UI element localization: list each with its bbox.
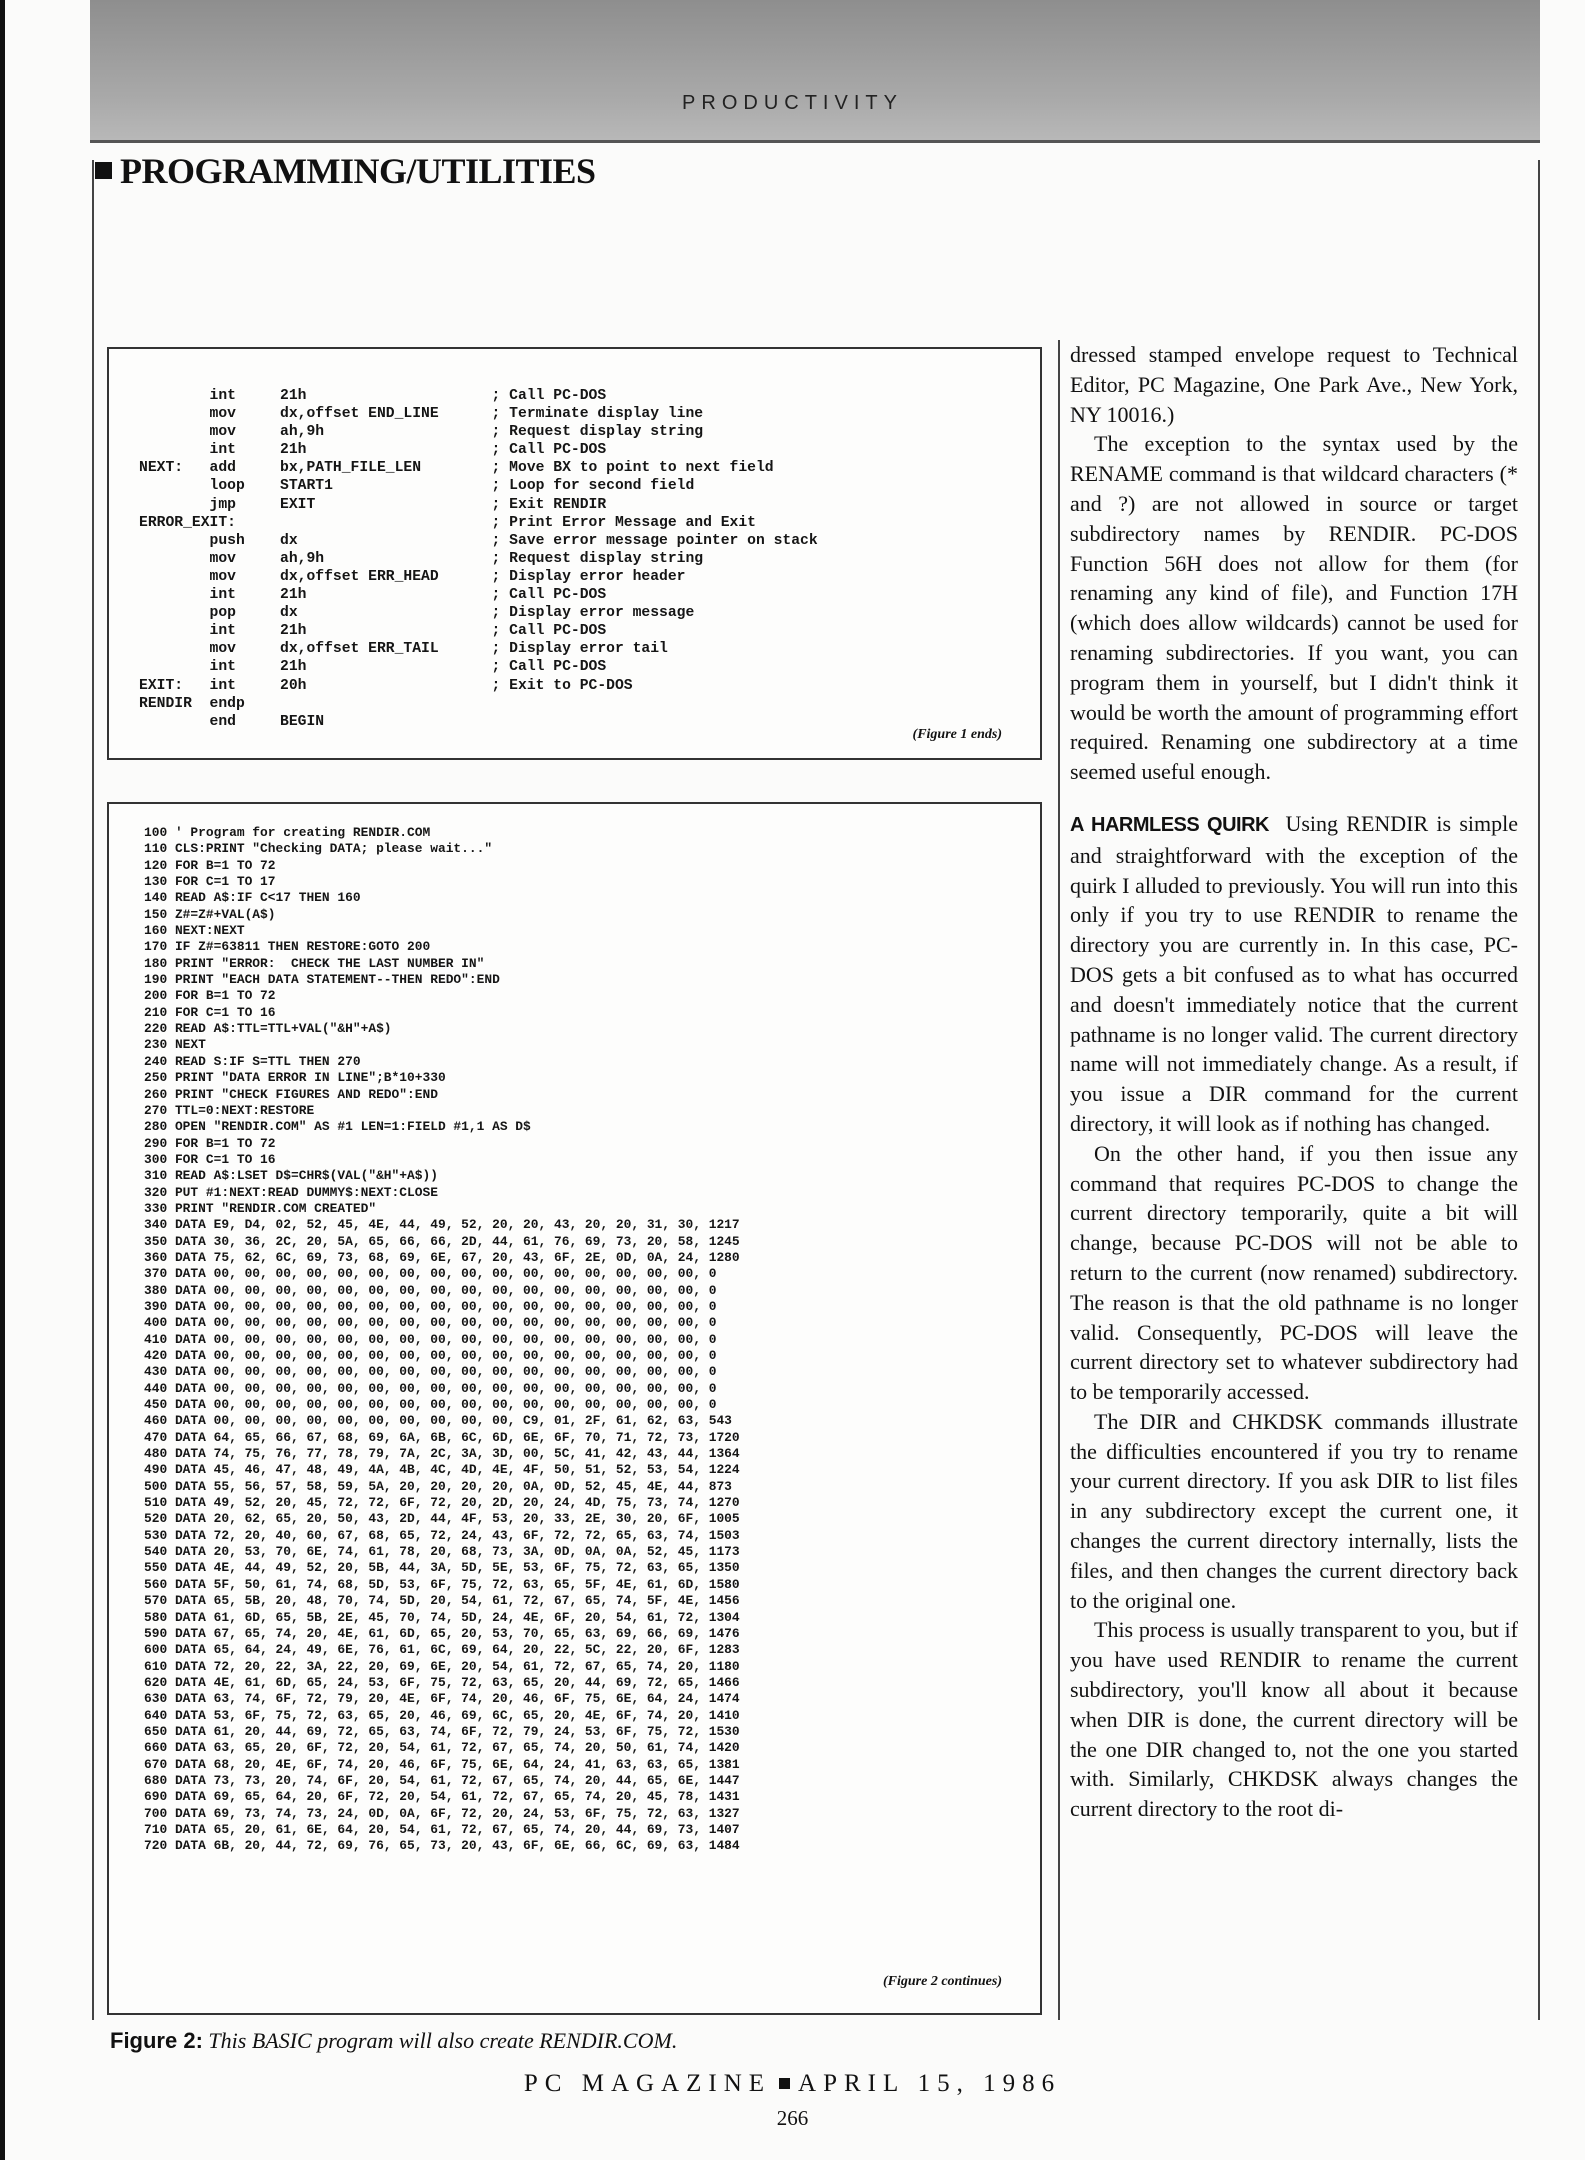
figure2-caption: [110, 2028, 677, 2054]
paragraph: The DIR and CHKDSK commands illustrate the difficulties encountered if you try to rename your current directory. If you ask DIR to list files in any subdirectory except the current one, it changes the current directory internally, lists the files, and then changes the current directory back to the original one.: [1070, 1408, 1518, 1613]
caption-text: This BASIC program will also create RENDIR.COM.: [208, 2028, 678, 2053]
figure2-box: [107, 802, 1042, 2015]
paragraph-text: Using RENDIR is simple and straightforward with the exception of the quirk I alluded to previously. You will run into this only if you try to use RENDIR to rename the directory you are currently in. In this case, PC-DOS gets a bit confused as to what has occurred and doesn't immediately notice that the current pathname is no longer valid. The current directory name will not immediately change. As a result, if you issue a DIR command for the current directory, it will look as if nothing has changed.: [1070, 810, 1519, 1136]
footer-magazine: PC MAGAZINE: [523, 2070, 772, 2097]
footer-date: APRIL 15, 1986: [798, 2070, 1062, 2097]
section-title: [95, 150, 596, 192]
figure1-code: int 21h ; Call PC-DOS mov dx,offset END_LINE ; Terminate display line mov ah,9h ; Request display string int 21h ; Call PC-DOS NEXT: add bx,PATH_FILE_LEN ; Move BX to point to next field loop START1 ; Loop for second field jmp EXIT ; Exit RENDIR ERROR_EXIT: ; Print Error Message and Exit push dx ; Save error message pointer on stack mov ah,9h ; Request display string mov dx,offset ERR_HEAD ; Display error header int 21h ; Call PC-DOS pop dx ; Display error message int 21h ; Call PC-DOS mov dx,offset ERR_TAIL ; Display error tail int 21h ; Call PC-DOS EXIT: int 20h ; Exit to PC-DOS RENDIR endp end BEGIN: [139, 388, 818, 730]
bullet-square-icon: [95, 162, 112, 179]
header-band: [90, 0, 1540, 140]
middle-column-rule: [1058, 340, 1060, 2020]
page-number: 266: [776, 2106, 809, 2130]
right-column-rule: [1538, 160, 1540, 2020]
page-footer: [0, 2070, 1585, 2098]
section-kicker: PRODUCTIVITY: [682, 92, 903, 114]
left-column-rule: [92, 160, 94, 2020]
paragraph: This process is usually transparent to you, but if you have used RENDIR to rename the current subdirectory, you'll know all about it because when DIR is done, the current directory will be the one DIR changed to, not the one you started with. Similarly, CHKDSK always changes the current directory to the root di-: [1070, 1617, 1518, 1822]
article-body: [1070, 340, 1518, 1824]
paragraph: On the other hand, if you then issue any command that requires PC-DOS to change the current directory temporarily, quite a bit will change, because PC-DOS will not be able to return to the current (now renamed) subdirectory. The reason is that the old pathname is no longer valid. Consequently, PC-DOS will leave the current directory set to whatever subdirectory had to be temporarily accessed.: [1070, 1140, 1518, 1405]
paragraph: dressed stamped envelope request to Technical Editor, PC Magazine, One Park Ave., New York, NY 10016.): [1070, 342, 1518, 427]
scan-edge: [0, 0, 5, 2160]
paragraph: The exception to the syntax used by the RENAME command is that wildcard characters (* and ?) are not allowed in source or target subdirectory names by RENDIR. PC-DOS Function 56H does not allow for them (for renaming any kind of file), and Function 17H (which does allow wildcards) cannot be used for renaming subdirectories. If you want, you can program them in yourself, but I didn't think it would be worth the amount of programming effort required. Renaming one subdirectory at a time seemed useful enough.: [1070, 431, 1518, 785]
section-title-text: PROGRAMMING/UTILITIES: [120, 151, 596, 191]
figure2-code: 100 ' Program for creating RENDIR.COM 110 CLS:PRINT "Checking DATA; please wait..." 120 FOR B=1 TO 72 130 FOR C=1 TO 17 140 READ A$:IF C<17 THEN 160 150 Z#=Z#+VAL(A$) 160 NEXT:NEXT 170 IF Z#=63811 THEN RESTORE:GOTO 200 180 PRINT "ERROR: CHECK THE LAST NUMBER IN" 190 PRINT "EACH DATA STATEMENT--THEN REDO":END 200 FOR B=1 TO 72 210 FOR C=1 TO 16 220 READ A$:TTL=TTL+VAL("&H"+A$) 230 NEXT 240 READ S:IF S=TTL THEN 270 250 PRINT "DATA ERROR IN LINE";B*10+330 260 PRINT "CHECK FIGURES AND REDO":END 270 TTL=0:NEXT:RESTORE 280 OPEN "RENDIR.COM" AS #1 LEN=1:FIELD #1,1 AS D$ 290 FOR B=1 TO 72 300 FOR C=1 TO 16 310 READ A$:LSET D$=CHR$(VAL("&H"+A$)) 320 PUT #1:NEXT:READ DUMMY$:NEXT:CLOSE 330 PRINT "RENDIR.COM CREATED" 340 DATA E9, D4, 02, 52, 45, 4E, 44, 49, 52, 20, 20, 43, 20, 20, 31, 30, 1217 350 DATA 30, 36, 2C, 20, 5A, 65, 66, 66, 2D, 44, 61, 76, 69, 73, 20, 58, 1245 360 DATA 75, 62, 6C, 69, 73, 68, 69, 6E, 67, 20, 43, 6F, 2E, 0D, 0A, 24, 1280 370 DATA 00, 00, 00, 00, 00, 00, 00, 00, 00, 00, 00, 00, 00, 00, 00, 00, 0 380 DATA 00, 00, 00, 00, 00, 00, 00, 00, 00, 00, 00, 00, 00, 00, 00, 00, 0 390 DATA 00, 00, 00, 00, 00, 00, 00, 00, 00, 00, 00, 00, 00, 00, 00, 00, 0 400 DATA 00, 00, 00, 00, 00, 00, 00, 00, 00, 00, 00, 00, 00, 00, 00, 00, 0 410 DATA 00, 00, 00, 00, 00, 00, 00, 00, 00, 00, 00, 00, 00, 00, 00, 00, 0 420 DATA 00, 00, 00, 00, 00, 00, 00, 00, 00, 00, 00, 00, 00, 00, 00, 00, 0 430 DATA 00, 00, 00, 00, 00, 00, 00, 00, 00, 00, 00, 00, 00, 00, 00, 00, 0 440 DATA 00, 00, 00, 00, 00, 00, 00, 00, 00, 00, 00, 00, 00, 00, 00, 00, 0 450 DATA 00, 00, 00, 00, 00, 00, 00, 00, 00, 00, 00, 00, 00, 00, 00, 00, 0 460 DATA 00, 00, 00, 00, 00, 00, 00, 00, 00, 00, C9, 01, 2F, 61, 62, 63, 543 470 DATA 64, 65, 66, 67, 68, 69, 6A, 6B, 6C, 6D, 6E, 6F, 70, 71, 72, 73, 1720 480 DATA 74, 75, 76, 77, 78, 79, 7A, 2C, 3A, 3D, 00, 5C, 41, 42, 43, 44, 1364 490 DATA 45, 46, 47, 48, 49, 4A, 4B, 4C, 4D, 4E, 4F, 50, 51, 52, 53, 54, 1224 500 DATA 55, 56, 57, 58, 59, 5A, 20, 20, 20, 20, 0A, 0D, 52, 45, 4E, 44, 873 510 DATA 49, 52, 20, 45, 72, 72, 6F, 72, 20, 2D, 20, 24, 4D, 75, 73, 74, 1270 520 DATA 20, 62, 65, 20, 50, 43, 2D, 44, 4F, 53, 20, 33, 2E, 30, 20, 6F, 1005 530 DATA 72, 20, 40, 60, 67, 68, 65, 72, 24, 43, 6F, 72, 72, 65, 63, 74, 1503 540 DATA 20, 53, 70, 6E, 74, 61, 78, 20, 68, 73, 3A, 0D, 0A, 0A, 52, 45, 1173 550 DATA 4E, 44, 49, 52, 20, 5B, 44, 3A, 5D, 5E, 53, 6F, 75, 72, 63, 65, 1350 560 DATA 5F, 50, 61, 74, 68, 5D, 53, 6F, 75, 72, 63, 65, 5F, 4E, 61, 6D, 1580 570 DATA 65, 5B, 20, 48, 70, 74, 5D, 20, 54, 61, 72, 67, 65, 74, 5F, 4E, 1456 580 DATA 61, 6D, 65, 5B, 2E, 45, 70, 74, 5D, 24, 4E, 6F, 20, 54, 61, 72, 1304 590 DATA 67, 65, 74, 20, 4E, 61, 6D, 65, 20, 53, 70, 65, 63, 69, 66, 69, 1476 600 DATA 65, 64, 24, 49, 6E, 76, 61, 6C, 69, 64, 20, 22, 5C, 22, 20, 6F, 1283 610 DATA 72, 20, 22, 3A, 22, 20, 69, 6E, 20, 54, 61, 72, 67, 65, 74, 20, 1180 620 DATA 4E, 61, 6D, 65, 24, 53, 6F, 75, 72, 63, 65, 20, 44, 69, 72, 65, 1466 630 DATA 63, 74, 6F, 72, 79, 20, 4E, 6F, 74, 20, 46, 6F, 75, 6E, 64, 24, 1474 640 DATA 53, 6F, 75, 72, 63, 65, 20, 46, 69, 6C, 65, 20, 4E, 6F, 74, 20, 1410 650 DATA 61, 20, 44, 69, 72, 65, 63, 74, 6F, 72, 79, 24, 53, 6F, 75, 72, 1530 660 DATA 63, 65, 20, 6F, 72, 20, 54, 61, 72, 67, 65, 74, 20, 50, 61, 74, 1420 670 DATA 68, 20, 4E, 6F, 74, 20, 46, 6F, 75, 6E, 64, 24, 41, 63, 63, 65, 1381 680 DATA 73, 73, 20, 74, 6F, 20, 54, 61, 72, 67, 65, 74, 20, 44, 65, 6E, 1447 690 DATA 69, 65, 64, 20, 6F, 72, 20, 54, 61, 72, 67, 65, 74, 20, 45, 78, 1431 700 DATA 69, 73, 74, 73, 24, 0D, 0A, 6F, 72, 20, 24, 53, 6F, 75, 72, 63, 1327 710 DATA 65, 20, 61, 6E, 64, 20, 54, 61, 72, 67, 65, 74, 20, 44, 69, 73, 1407 720 DATA 6B, 20, 44, 72, 69, 76, 65, 73, 20, 43, 6F, 6E, 66, 6C, 69, 63, 1484: [144, 825, 740, 1854]
subhead: A HARMLESS QUIRK: [1070, 813, 1269, 836]
footer-bullet-icon: [779, 2078, 790, 2089]
figure2-note: (Figure 2 continues): [882, 1974, 1002, 1989]
header-rule: [90, 140, 1540, 143]
caption-label: Figure 2:: [110, 2028, 203, 2053]
figure1-box: [107, 347, 1042, 760]
figure1-note: (Figure 1 ends): [912, 727, 1002, 742]
paragraph-with-subhead: [1070, 809, 1518, 1139]
